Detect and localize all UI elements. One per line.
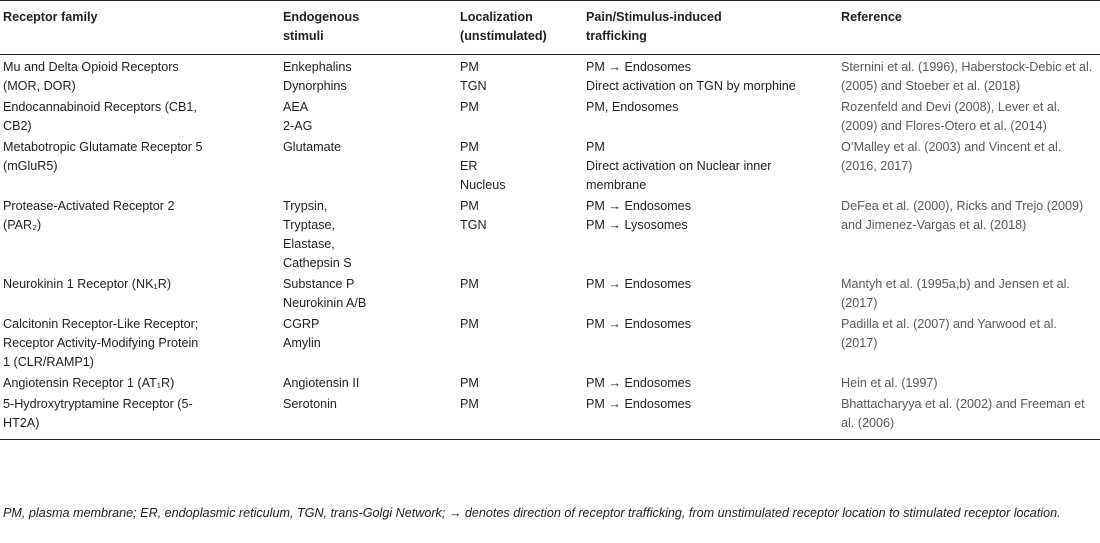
endogenous-stimuli-line: Trypsin, [283, 199, 328, 213]
header-row [0, 1, 1100, 55]
header-receptor-family: Receptor family [3, 10, 98, 24]
table-row [0, 98, 1100, 138]
header-localization: Localization (unstimulated) [460, 10, 547, 43]
trafficking-line: PM → Lysosomes [586, 218, 688, 232]
trafficking-line: PM → Endosomes [586, 60, 691, 74]
cell-reference [837, 98, 1100, 138]
cell-trafficking [582, 197, 837, 275]
cell-localization [456, 98, 582, 138]
localization-line: TGN [460, 79, 487, 93]
cell-reference [837, 275, 1100, 315]
cell-reference [837, 395, 1100, 440]
cell-localization [456, 55, 582, 99]
cell-reference [837, 374, 1100, 395]
endogenous-stimuli-line: Enkephalins [283, 60, 352, 74]
table-row [0, 275, 1100, 315]
header-trafficking [582, 1, 837, 55]
header-reference: Reference [841, 10, 902, 24]
table-body [0, 55, 1100, 440]
localization-line: PM [460, 376, 479, 390]
localization-line: ER [460, 159, 478, 173]
cell-trafficking [582, 275, 837, 315]
table-row [0, 138, 1100, 197]
endogenous-stimuli-line: Neurokinin A/B [283, 296, 367, 310]
localization-line: PM [460, 199, 479, 213]
localization-line: PM [460, 100, 479, 114]
cell-localization [456, 395, 582, 440]
endogenous-stimuli-line: Serotonin [283, 397, 337, 411]
receptor-family-text: 5-Hydroxytryptamine Receptor (5-HT2A) [3, 397, 193, 430]
header-endogenous-stimuli [279, 1, 456, 55]
reference-link[interactable]: Mantyh et al. (1995a,b) and Jensen et al. (2017) [841, 277, 1070, 310]
trafficking-line: PM → Endosomes [586, 317, 691, 331]
cell-receptor-family [0, 395, 279, 440]
cell-reference [837, 138, 1100, 197]
reference-link[interactable]: Sternini et al. (1996), Haberstock-Debic et al. (2005) and Stoeber et al. (2018) [841, 60, 1093, 93]
localization-line: PM [460, 277, 479, 291]
endogenous-stimuli-line: Angiotensin II [283, 376, 360, 390]
trafficking-line: Direct activation on TGN by morphine [586, 79, 796, 93]
reference-link[interactable]: O’Malley et al. (2003) and Vincent et al. (2016, 2017) [841, 140, 1062, 173]
trafficking-line: PM [586, 140, 605, 154]
endogenous-stimuli-line: Elastase, [283, 237, 335, 251]
table-row [0, 55, 1100, 99]
localization-line: PM [460, 140, 479, 154]
cell-receptor-family [0, 315, 279, 374]
cell-reference [837, 315, 1100, 374]
table-row [0, 395, 1100, 440]
trafficking-line: PM → Endosomes [586, 277, 691, 291]
endogenous-stimuli-line: Amylin [283, 336, 321, 350]
cell-receptor-family [0, 374, 279, 395]
endogenous-stimuli-line: Dynorphins [283, 79, 347, 93]
cell-endogenous-stimuli [279, 374, 456, 395]
cell-localization [456, 374, 582, 395]
cell-trafficking [582, 315, 837, 374]
reference-link[interactable]: DeFea et al. (2000), Ricks and Trejo (2009) and Jimenez-Vargas et al. (2018) [841, 199, 1084, 232]
endogenous-stimuli-line: Cathepsin S [283, 256, 352, 270]
trafficking-line: PM → Endosomes [586, 376, 691, 390]
reference-link[interactable]: Padilla et al. (2007) and Yarwood et al. (2017) [841, 317, 1057, 350]
cell-endogenous-stimuli [279, 55, 456, 99]
table-row [0, 374, 1100, 395]
reference-link[interactable]: Rozenfeld and Devi (2008), Lever et al. (2009) and Flores-Otero et al. (2014) [841, 100, 1061, 133]
cell-localization [456, 315, 582, 374]
trafficking-line: PM → Endosomes [586, 397, 691, 411]
localization-line: PM [460, 317, 479, 331]
cell-endogenous-stimuli [279, 275, 456, 315]
cell-endogenous-stimuli [279, 197, 456, 275]
header-trafficking-text: Pain/Stimulus-induced trafficking [586, 10, 722, 43]
receptor-family-text: Metabotropic Glutamate Receptor 5 (mGluR5) [3, 140, 203, 173]
table-row [0, 315, 1100, 374]
reference-link[interactable]: Hein et al. (1997) [841, 376, 938, 390]
trafficking-line: PM, Endosomes [586, 100, 679, 114]
cell-trafficking [582, 98, 837, 138]
cell-trafficking [582, 55, 837, 99]
localization-line: PM [460, 60, 479, 74]
localization-line: Nucleus [460, 178, 506, 192]
trafficking-line: Direct activation on Nuclear inner membrane [586, 159, 772, 192]
receptor-family-text: Neurokinin 1 Receptor (NK₁R) [3, 277, 172, 291]
reference-link[interactable]: Bhattacharyya et al. (2002) and Freeman et al. (2006) [841, 397, 1085, 430]
endogenous-stimuli-line: Substance P [283, 277, 355, 291]
receptor-family-text: Mu and Delta Opioid Receptors (MOR, DOR) [3, 60, 179, 93]
trafficking-line: PM → Endosomes [586, 199, 691, 213]
endogenous-stimuli-line: 2-AG [283, 119, 313, 133]
cell-receptor-family [0, 197, 279, 275]
cell-endogenous-stimuli [279, 395, 456, 440]
endogenous-stimuli-line: CGRP [283, 317, 320, 331]
cell-reference [837, 197, 1100, 275]
cell-receptor-family [0, 98, 279, 138]
header-endogenous-stimuli-text: Endogenous stimuli [283, 10, 360, 43]
receptor-family-text: Calcitonin Receptor-Like Receptor; Receptor Activity-Modifying Protein 1 (CLR/RAMP1) [3, 317, 199, 369]
cell-localization [456, 197, 582, 275]
cell-endogenous-stimuli [279, 98, 456, 138]
localization-line: TGN [460, 218, 487, 232]
endogenous-stimuli-line: Glutamate [283, 140, 342, 154]
endogenous-stimuli-line: AEA [283, 100, 309, 114]
localization-line: PM [460, 397, 479, 411]
cell-receptor-family [0, 55, 279, 99]
cell-endogenous-stimuli [279, 315, 456, 374]
cell-localization [456, 275, 582, 315]
receptor-family-text: Angiotensin Receptor 1 (AT₁R) [3, 376, 175, 390]
receptor-family-text: Protease-Activated Receptor 2 (PAR₂) [3, 199, 175, 232]
cell-reference [837, 55, 1100, 99]
cell-receptor-family [0, 275, 279, 315]
cell-receptor-family [0, 138, 279, 197]
endogenous-stimuli-line: Tryptase, [283, 218, 336, 232]
cell-endogenous-stimuli [279, 138, 456, 197]
table-footnote: PM, plasma membrane; ER, endoplasmic reticulum, TGN, trans-Golgi Network; → denotes direction of receptor trafficking, from unstimulated receptor location to stimulated receptor location. [3, 506, 1061, 520]
table-header [0, 1, 1100, 55]
cell-localization [456, 138, 582, 197]
cell-trafficking [582, 395, 837, 440]
table-row [0, 197, 1100, 275]
receptor-family-text: Endocannabinoid Receptors (CB1, CB2) [3, 100, 197, 133]
cell-trafficking [582, 138, 837, 197]
cell-trafficking [582, 374, 837, 395]
